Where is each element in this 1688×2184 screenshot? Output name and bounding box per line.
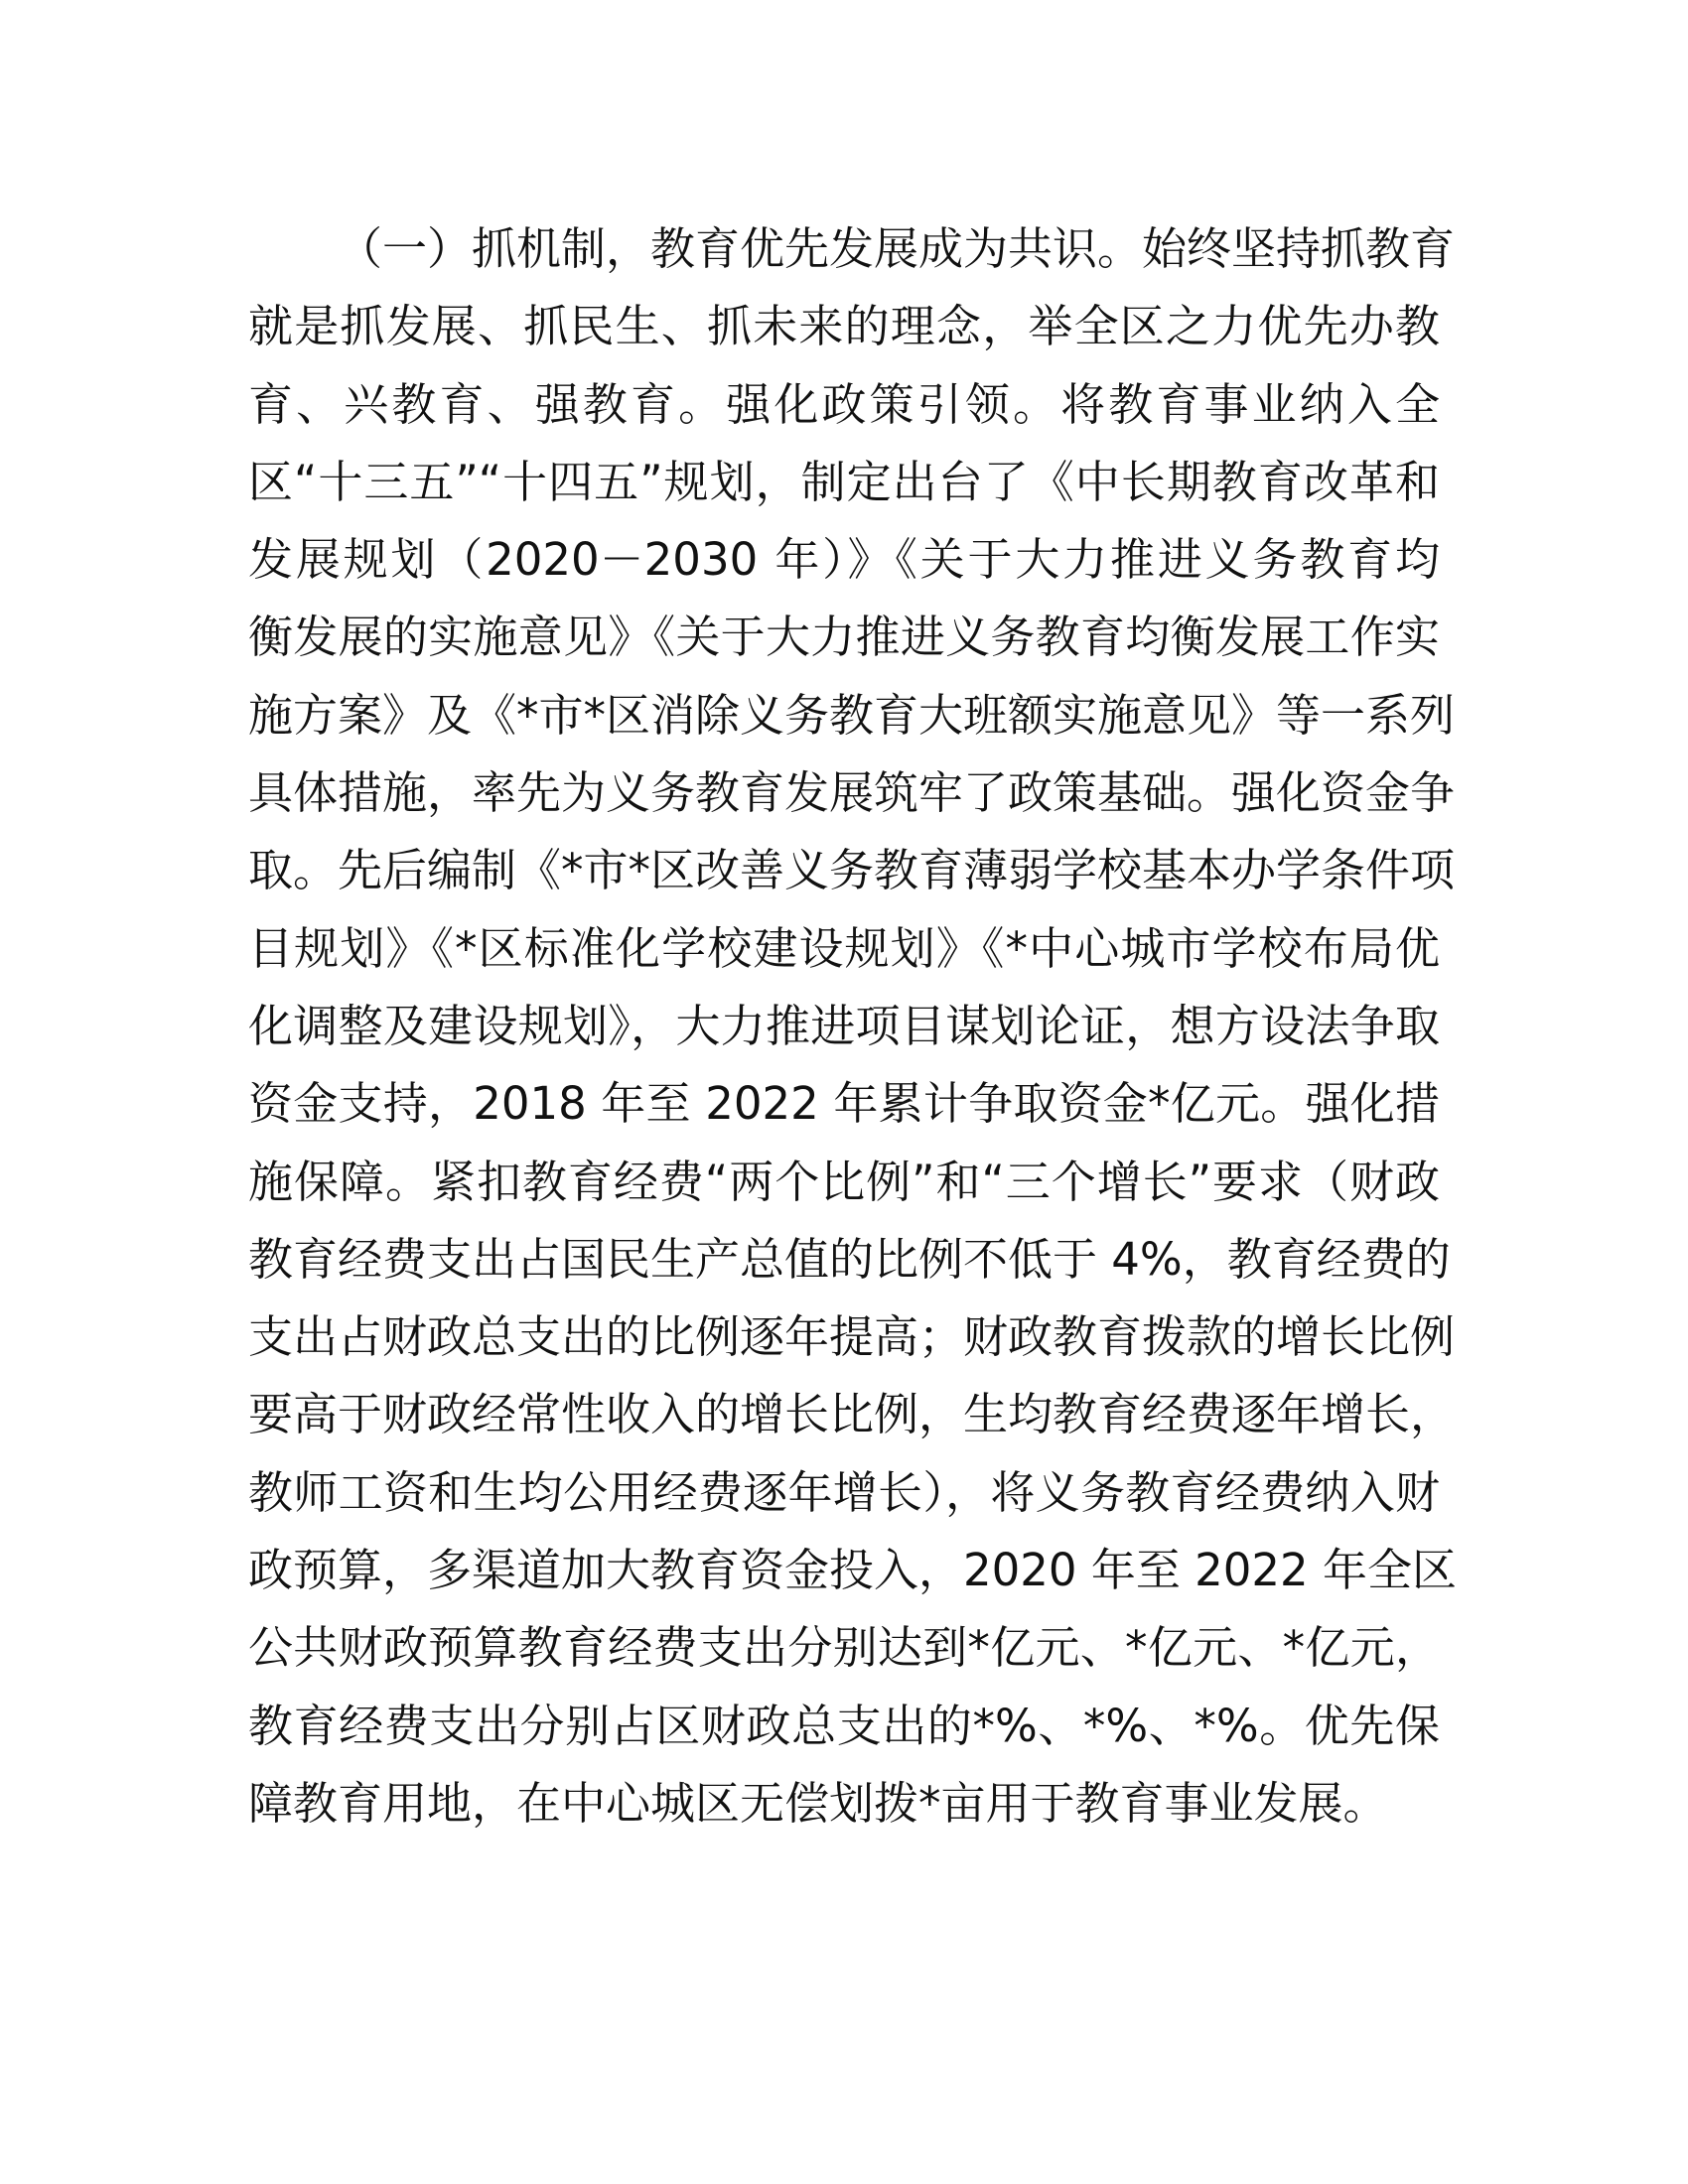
paragraph-line: （一）抓机制，教育优先发展成为共识。始终坚持抓教育 — [338, 222, 1456, 275]
paragraph-line: 目规划》《*区标准化学校建设规划》《*中心城市学校布局优 — [248, 921, 1440, 975]
paragraph-line: 资金支持，2018 年至 2022 年累计争取资金*亿元。强化措 — [248, 1077, 1440, 1131]
paragraph-line: 政预算，多渠道加大教育资金投入，2020 年至 2022 年全区 — [248, 1544, 1457, 1597]
paragraph-line: 衡发展的实施意见》《关于大力推进义务教育均衡发展工作实 — [248, 611, 1440, 664]
paragraph-line: 区“十三五”“十四五”规划，制定出台了《中长期教育改革和 — [248, 455, 1440, 508]
paragraph-line: 支出占财政总支出的比例逐年提高；财政教育拨款的增长比例 — [248, 1310, 1456, 1364]
paragraph-line: 具体措施，率先为义务教育发展筑牢了政策基础。强化资金争 — [248, 766, 1456, 820]
paragraph-line: 障教育用地，在中心城区无偿划拨*亩用于教育事业发展。 — [248, 1776, 1388, 1830]
paragraph-line: 就是抓发展、抓民生、抓未来的理念，举全区之力优先办教 — [248, 300, 1440, 353]
paragraph-line: 发展规划（2020－2030 年）》《关于大力推进义务教育均 — [248, 533, 1440, 587]
paragraph-line: 教育经费支出占国民生产总值的比例不低于 4%，教育经费的 — [248, 1232, 1451, 1286]
paragraph-line: 化调整及建设规划》，大力推进项目谋划论证，想方设法争取 — [248, 999, 1440, 1052]
paragraph-line: 要高于财政经常性收入的增长比例，生均教育经费逐年增长， — [248, 1388, 1456, 1441]
paragraph-line: 取。先后编制《*市*区改善义务教育薄弱学校基本办学条件项 — [248, 844, 1456, 897]
paragraph-line: 施保障。紧扣教育经费“两个比例”和“三个增长”要求（财政 — [248, 1155, 1440, 1208]
paragraph-line: 施方案》及《*市*区消除义务教育大班额实施意见》等一系列 — [248, 688, 1456, 742]
paragraph-line: 公共财政预算教育经费支出分别达到*亿元、*亿元、*亿元， — [248, 1621, 1440, 1675]
body-paragraph — [248, 210, 1457, 1843]
paragraph-line: 育、兴教育、强教育。强化政策引领。将教育事业纳入全 — [248, 377, 1440, 431]
paragraph-line: 教育经费支出分别占区财政总支出的*%、*%、*%。优先保 — [248, 1699, 1440, 1752]
paragraph-line: 教师工资和生均公用经费逐年增长），将义务教育经费纳入财 — [248, 1465, 1440, 1519]
